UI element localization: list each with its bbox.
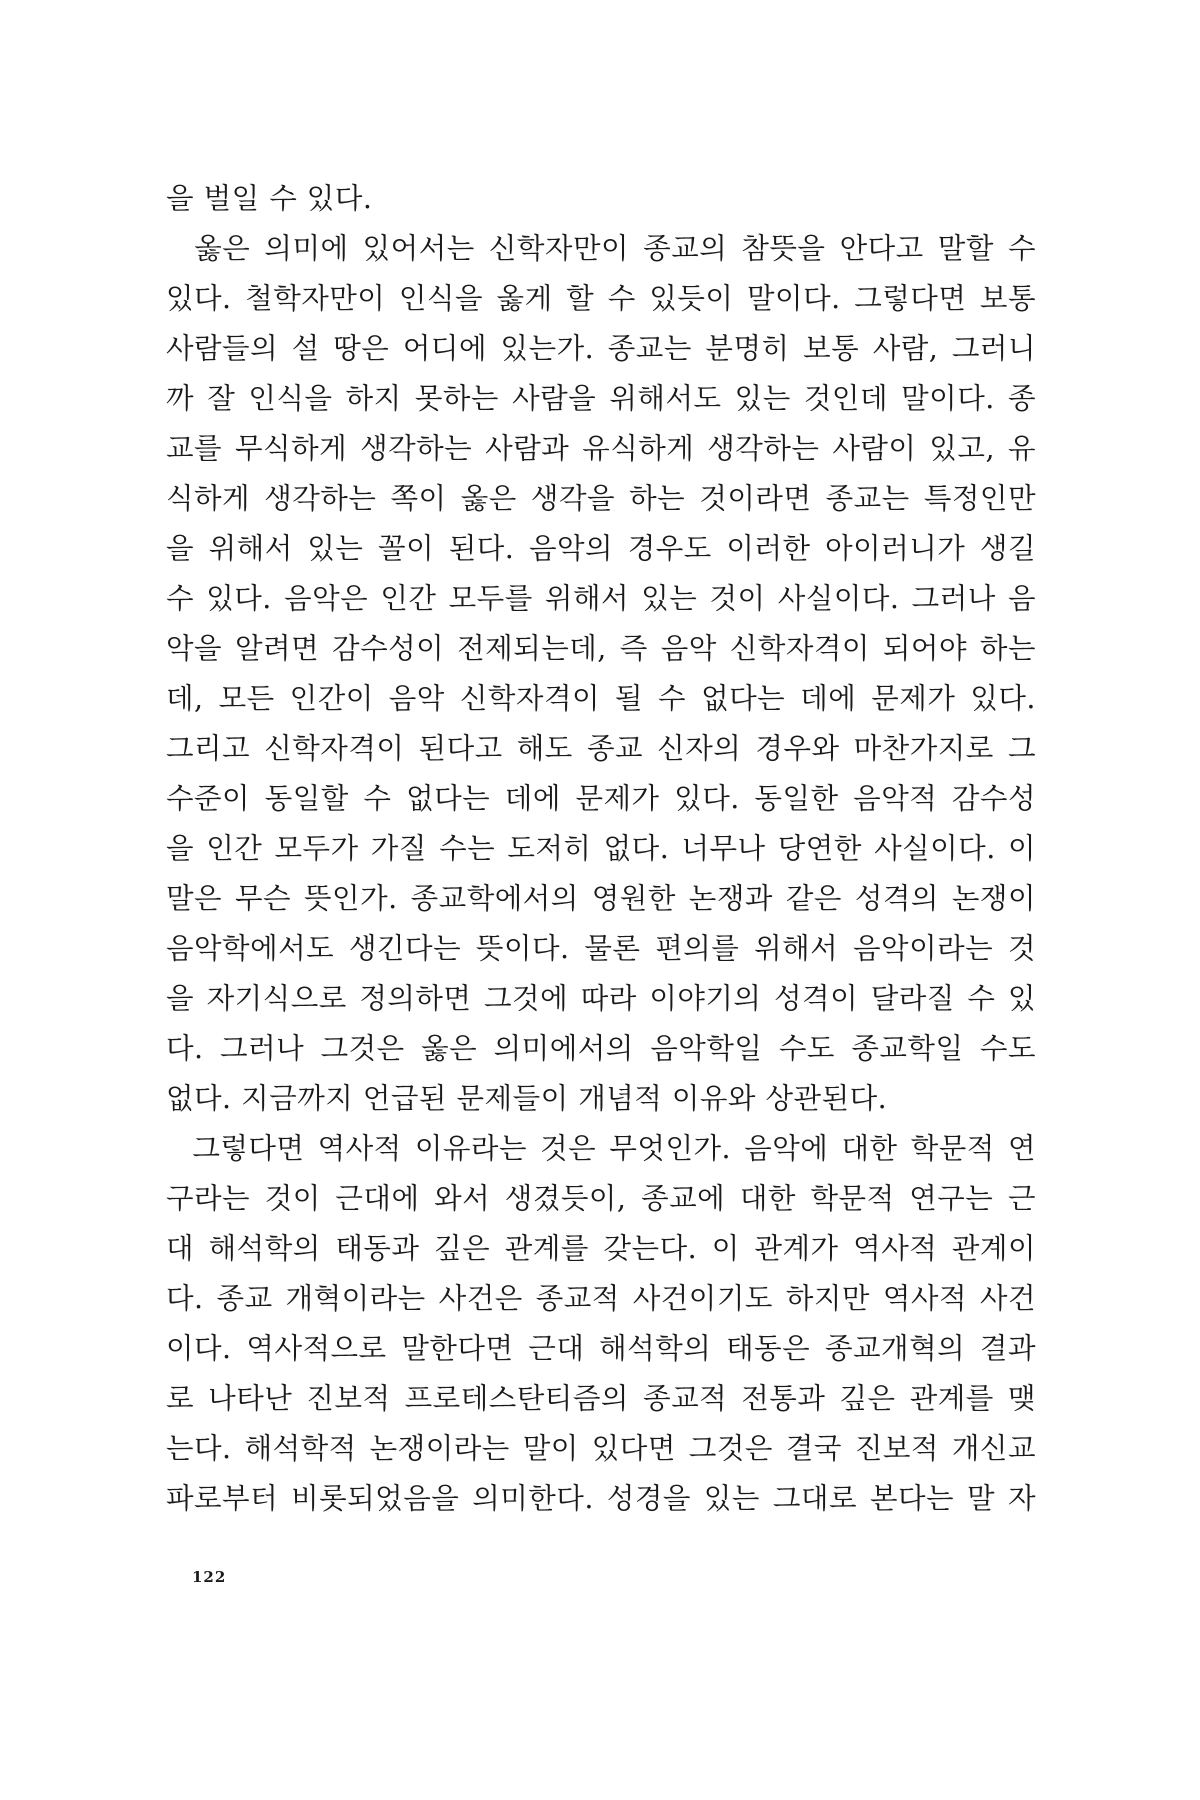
text-line: 을 자기식으로 정의하면 그것에 따라 이야기의 성격이 달라질 수 있 xyxy=(166,982,1036,1015)
text-line: 사람들의 설 땅은 어디에 있는가. 종교는 분명히 보통 사람, 그러니 xyxy=(166,332,1036,365)
text-line: 을 인간 모두가 가질 수는 도저히 없다. 너무나 당연한 사실이다. 이 xyxy=(166,832,1036,865)
text-line: 그렇다면 역사적 이유라는 것은 무엇인가. 음악에 대한 학문적 연 xyxy=(166,1132,1036,1165)
body-text xyxy=(166,174,1036,1524)
text-line: 을 벌일 수 있다. xyxy=(166,182,373,215)
text-line: 다. 그러나 그것은 옳은 의미에서의 음악학일 수도 종교학일 수도 xyxy=(166,1032,1036,1065)
text-line: 수 있다. 음악은 인간 모두를 위해서 있는 것이 사실이다. 그러나 음 xyxy=(166,582,1036,615)
text-line: 구라는 것이 근대에 와서 생겼듯이, 종교에 대한 학문적 연구는 근 xyxy=(166,1182,1036,1215)
text-line: 이다. 역사적으로 말한다면 근대 해석학의 태동은 종교개혁의 결과 xyxy=(166,1332,1036,1365)
text-line: 까 잘 인식을 하지 못하는 사람을 위해서도 있는 것인데 말이다. 종 xyxy=(166,382,1036,415)
text-line: 식하게 생각하는 쪽이 옳은 생각을 하는 것이라면 종교는 특정인만 xyxy=(166,482,1036,515)
text-line: 교를 무식하게 생각하는 사람과 유식하게 생각하는 사람이 있고, 유 xyxy=(166,432,1036,465)
text-line: 로 나타난 진보적 프로테스탄티즘의 종교적 전통과 깊은 관계를 맺 xyxy=(166,1382,1036,1415)
text-line: 악을 알려면 감수성이 전제되는데, 즉 음악 신학자격이 되어야 하는 xyxy=(166,632,1036,665)
text-line: 다. 종교 개혁이라는 사건은 종교적 사건이기도 하지만 역사적 사건 xyxy=(166,1282,1036,1315)
text-line: 없다. 지금까지 언급된 문제들이 개념적 이유와 상관된다. xyxy=(166,1082,888,1115)
text-line: 파로부터 비롯되었음을 의미한다. 성경을 있는 그대로 본다는 말 자 xyxy=(166,1482,1036,1515)
text-line: 데, 모든 인간이 음악 신학자격이 될 수 없다는 데에 문제가 있다. xyxy=(166,682,1036,715)
text-line: 대 해석학의 태동과 깊은 관계를 갖는다. 이 관계가 역사적 관계이 xyxy=(166,1232,1036,1265)
text-line: 음악학에서도 생긴다는 뜻이다. 물론 편의를 위해서 음악이라는 것 xyxy=(166,932,1036,965)
page-number: 122 xyxy=(192,1568,227,1586)
text-line: 옳은 의미에 있어서는 신학자만이 종교의 참뜻을 안다고 말할 수 xyxy=(166,232,1036,265)
text-line: 을 위해서 있는 꼴이 된다. 음악의 경우도 이러한 아이러니가 생길 xyxy=(166,532,1036,565)
text-line: 있다. 철학자만이 인식을 옳게 할 수 있듯이 말이다. 그렇다면 보통 xyxy=(166,282,1036,315)
text-line: 수준이 동일할 수 없다는 데에 문제가 있다. 동일한 음악적 감수성 xyxy=(166,782,1036,815)
text-line: 는다. 해석학적 논쟁이라는 말이 있다면 그것은 결국 진보적 개신교 xyxy=(166,1432,1036,1465)
text-line: 말은 무슨 뜻인가. 종교학에서의 영원한 논쟁과 같은 성격의 논쟁이 xyxy=(166,882,1036,915)
text-line: 그리고 신학자격이 된다고 해도 종교 신자의 경우와 마찬가지로 그 xyxy=(166,732,1036,765)
